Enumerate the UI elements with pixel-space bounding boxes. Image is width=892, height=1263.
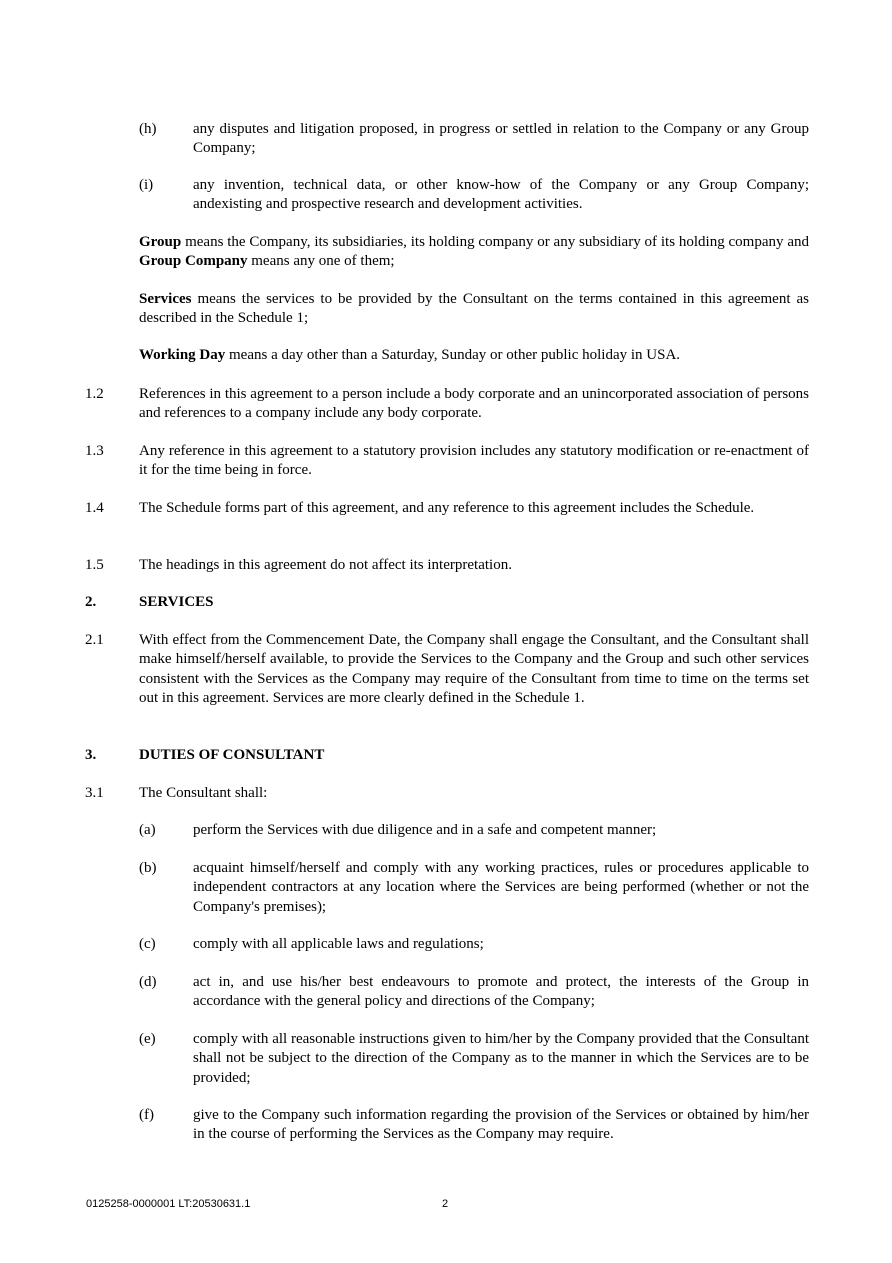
item-text-f: give to the Company such information regarding the provision of the Services or obtained by him/her in the course of performing the Services as the Company may require. <box>193 1107 809 1143</box>
clause-text-1-5: The headings in this agreement do not affect its interpretation. <box>139 557 512 573</box>
definition-term-working-day: Working Day <box>139 347 226 363</box>
clause-number-1-3: 1.3 <box>85 443 104 459</box>
definition-term-group-company: Group Company <box>139 253 248 270</box>
item-label-i: (i) <box>139 177 154 193</box>
definition-term-services: Services <box>139 291 192 307</box>
item-text-h: any disputes and litigation proposed, in progress or settled in relation to the Company or any Group Company; <box>193 121 809 157</box>
section-title-services: SERVICES <box>139 594 214 610</box>
item-text-i: any invention, technical data, or other know-how of the Company or any Group Company; andexisting and prospective research and development activities. <box>193 177 809 213</box>
item-text-c: comply with all applicable laws and regulations; <box>193 936 484 952</box>
clause-number-2-1: 2.1 <box>85 632 104 648</box>
clause-text-1-3: Any reference in this agreement to a statutory provision includes any statutory modification or re-enactment of it for the time being in force. <box>139 443 809 479</box>
definition-text-group-1: means the Company, its subsidiaries, its holding company or any subsidiary of its holding company and <box>181 234 809 250</box>
clause-text-1-2: References in this agreement to a person include a body corporate and an unincorporated association of persons and references to a company include any body corporate. <box>139 386 809 422</box>
footer-page-number: 2 <box>442 1198 449 1210</box>
clause-number-1-2: 1.2 <box>85 386 104 402</box>
item-label-b: (b) <box>139 860 157 876</box>
definition-services <box>139 290 809 329</box>
definition-text-working-day: means a day other than a Saturday, Sunday or other public holiday in USA. <box>225 347 681 363</box>
definition-working-day <box>139 346 809 365</box>
section-title-duties: DUTIES OF CONSULTANT <box>139 747 325 763</box>
clause-number-1-4: 1.4 <box>85 500 104 516</box>
item-label-a: (a) <box>139 822 156 838</box>
item-text-a: perform the Services with due diligence and in a safe and competent manner; <box>193 822 657 838</box>
clause-number-1-5: 1.5 <box>85 557 104 573</box>
item-label-h: (h) <box>139 121 157 137</box>
section-number-3: 3. <box>85 747 97 763</box>
item-label-d: (d) <box>139 974 157 990</box>
item-text-b: acquaint himself/herself and comply with any working practices, rules or procedures applicable to independent contractors at any location where the Services are being performed (whether or not the Company's premises); <box>193 860 809 915</box>
footer-doc-reference: 0125258-0000001 LT:20530631.1 <box>86 1198 251 1210</box>
clause-text-3-1: The Consultant shall: <box>139 785 268 801</box>
clause-text-1-4: The Schedule forms part of this agreement, and any reference to this agreement includes the Schedule. <box>139 500 755 516</box>
definition-text-group-2: means any one of them; <box>247 253 395 270</box>
definition-text-services: means the services to be provided by the Consultant on the terms contained in this agreement as described in the Schedule 1; <box>139 291 809 327</box>
clause-text-2-1: With effect from the Commencement Date, the Company shall engage the Consultant, and the Consultant shall make himself/herself available, to provide the Services to the Company and the Group and such other services consistent with the Services as the Company may require of the Consultant from time to time on the terms set out in this agreement. Services are more clearly defined in the Schedule 1. <box>139 632 809 706</box>
definition-group <box>139 233 809 272</box>
definition-term-group: Group <box>139 234 182 250</box>
item-text-d: act in, and use his/her best endeavours to promote and protect, the interests of the Group in accordance with the general policy and directions of the Company; <box>193 974 809 1010</box>
item-label-e: (e) <box>139 1031 156 1047</box>
item-label-c: (c) <box>139 936 156 952</box>
section-number-2: 2. <box>85 594 97 610</box>
item-text-e: comply with all reasonable instructions given to him/her by the Company provided that the Consultant shall not be subject to the direction of the Company as to the manner in which the Services are to be provided; <box>193 1031 809 1086</box>
item-label-f: (f) <box>139 1107 154 1123</box>
clause-number-3-1: 3.1 <box>85 785 104 801</box>
